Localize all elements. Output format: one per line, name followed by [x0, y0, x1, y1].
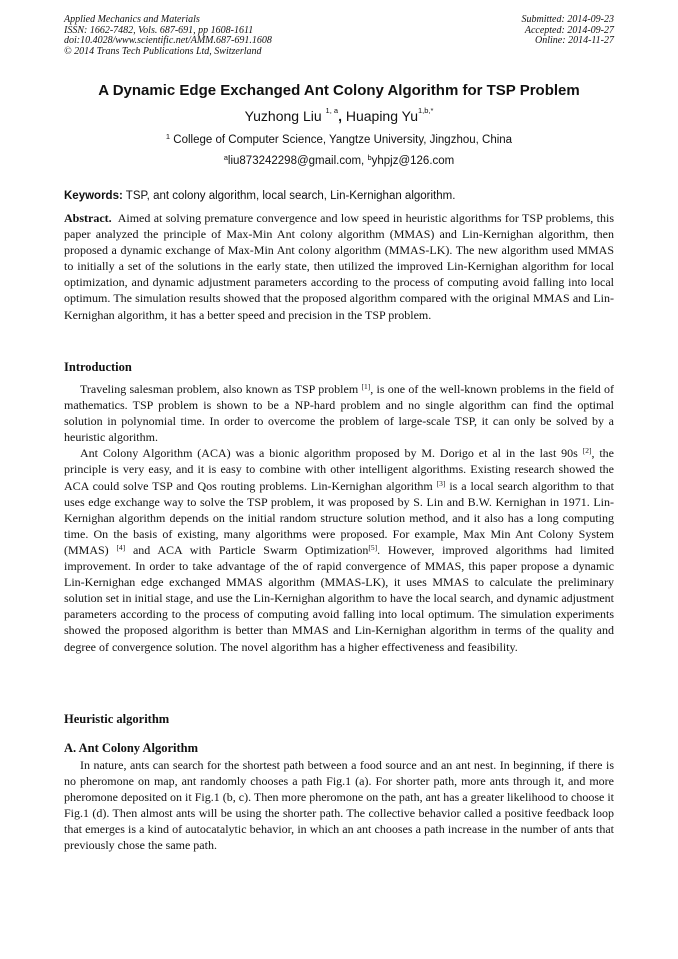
section-heading-introduction: Introduction — [64, 360, 132, 374]
introduction-body — [64, 381, 614, 655]
journal-header-right — [522, 15, 615, 47]
author-2-name: Huaping Yu — [345, 108, 418, 124]
affiliation — [0, 134, 678, 146]
intro-p2-text-c: is a local search algorithm to that uses edge exchange way to solve the TSP problem, it was proposed by S. Lin and B.W. Kernighan in 1971. Lin-Kernighan algorithm depends on the initial random structure solution method, and it also has a long computing time. On the basis of existing, many algorithms were proposed. For example, Max Min Ant Colony System (MMAS) — [64, 478, 615, 557]
affiliation-sup: 1 — [165, 132, 171, 141]
abstract-text: Aimed at solving premature convergence and low speed in heuristic algorithms for TSP problems, this paper analyzed the principle of Max-Min Ant colony algorithm (MMAS) and Lin-Kernighan algorithm, then proposed a dynamic exchange of Max-Min Ant colony algorithm (MMAS-LK). The new algorithm used MMAS to initially a set of the solutions in the early state, then utilized the improved Lin-Kernighan algorithm for local optimization, and dynamic adjustment parameters according to the process of computing avoid falling into local optimum. The simulation results showed that the proposed algorithm compared with the original MMAS and Lin-Kernighan algorithm, it has a better speed and precision in the TSP problem. — [64, 211, 614, 322]
citation-5[interactable]: [5] — [368, 542, 378, 552]
aco-body — [64, 757, 614, 854]
intro-p2-text-d: and ACA with Particle Swarm Optimization — [132, 542, 369, 557]
subsection-heading-aco: A. Ant Colony Algorithm — [64, 741, 199, 755]
author-line: Yuzhong Liu $^{1, a}$, Huaping $Yu^{1,b,*}$ — [244, 106, 434, 124]
abstract — [64, 210, 614, 323]
intro-p1-text-a: Traveling salesman problem, also known as TSP problem — [80, 382, 359, 396]
submitted-date: Submitted: 2014-09-23 — [521, 14, 614, 25]
intro-p1-text-b: , is one of the well-known problems in the field of mathematics. TSP problem is shown to be a NP-hard problem and no single algorithm can find the optimal solution in polynomial time. In order to overcome the problem of large-scale TSP, it can only be solved by a heuristic algorithm. — [64, 382, 615, 445]
author-2-affil-sup: 1,b,* — [417, 106, 434, 115]
email-a-sup: a — [223, 153, 228, 162]
accepted-date: Accepted: 2014-09-27 — [524, 24, 614, 36]
copyright-line: © 2014 Trans Tech Publications Ltd, Switzerland — [64, 45, 262, 57]
intro-p2-text-b: , the principle is very easy, and it is easy to combine with other intelligent algorithms. Existing research showed the ACA could solve TSP and Qos routing problems. Lin-Kernighan algorithm — [64, 446, 614, 493]
keywords-label: Keywords: — [64, 190, 123, 202]
journal-header-left — [64, 15, 272, 57]
journal-name: Applied Mechanics and Materials — [64, 14, 200, 25]
citation-2[interactable]: [2] — [582, 446, 592, 456]
intro-paragraph-2 — [64, 445, 614, 654]
paper-title: A Dynamic Edge Exchanged Ant Colony Algorithm for TSP Problem — [98, 82, 580, 99]
keywords-text: TSP, ant colony algorithm, local search, Lin-Kernighan algorithm. — [125, 190, 456, 202]
email-b[interactable]: yhpjz@126.com — [371, 155, 455, 167]
email-a[interactable]: liu873242298@gmail.com, — [227, 155, 365, 167]
affiliation-text: College of Computer Science, Yangtze University, Jingzhou, China — [173, 134, 513, 146]
email-b-sup: b — [367, 153, 372, 162]
intro-p2-text-a: Ant Colony Algorithm (ACA) was a bionic algorithm proposed by M. Dorigo et al in the last 90s — [80, 446, 578, 461]
section-heading-heuristic: Heuristic algorithm — [64, 712, 170, 726]
abstract-label: Abstract. — [64, 211, 112, 225]
author-1-affil-sup: 1, a — [325, 106, 339, 115]
author-emails — [0, 155, 678, 167]
intro-paragraph-1 — [64, 381, 614, 445]
keywords — [64, 190, 614, 202]
issn-line: ISSN: 1662-7482, Vols. 687-691, pp 1608-1611 — [64, 24, 254, 36]
citation-3[interactable]: [3] — [436, 478, 446, 488]
author-1-name: Yuzhong Liu — [244, 108, 322, 124]
doi-line: doi:10.4028/www.scientific.net/AMM.687-691.1608 — [64, 35, 272, 46]
intro-p2-text-e: . However, improved algorithms had limited improvement. In order to take advantage of the of rapid convergence of MMAS, this paper propose a dynamic Lin-Kernighan edge exchanged MMAS algorithm (MMAS-LK), it uses MMAS to calculate the preliminary solution set in initial stage, and use the Lin-Kernighan algorithm to have the local search, and dynamic adjustment parameters according to the process of computing avoid falling into local optimum. The simulation experiments showed the proposed algorithm is better than MMAS and Lin-Kernighan algorithm in terms of the quality and degree of convergence solution. The novel algorithm has a higher effectiveness and feasibility. — [64, 542, 615, 654]
citation-1[interactable]: [1] — [361, 382, 371, 391]
citation-4[interactable]: [4] — [116, 542, 126, 552]
aco-paragraph-1: In nature, ants can search for the shortest path between a food source and an ant nest. In beginning, if there is no pheromone on map, ant randomly chooses a path Fig.1 (a). For shorter path, more ants through it, and more pheromone deposited on it Fig.1 (b, c). Then more pheromone on the path, ant has a greater likelihood to choose it Fig.1 (d). Then almost ants will be using the shorter path. The collective behavior called a positive feedback loop that emerges is a kind of autocatalytic behavior, in which an ant chooses a path increase in the number of ants that previously chose the same path. — [64, 758, 614, 853]
online-date: Online: 2014-11-27 — [535, 35, 614, 46]
